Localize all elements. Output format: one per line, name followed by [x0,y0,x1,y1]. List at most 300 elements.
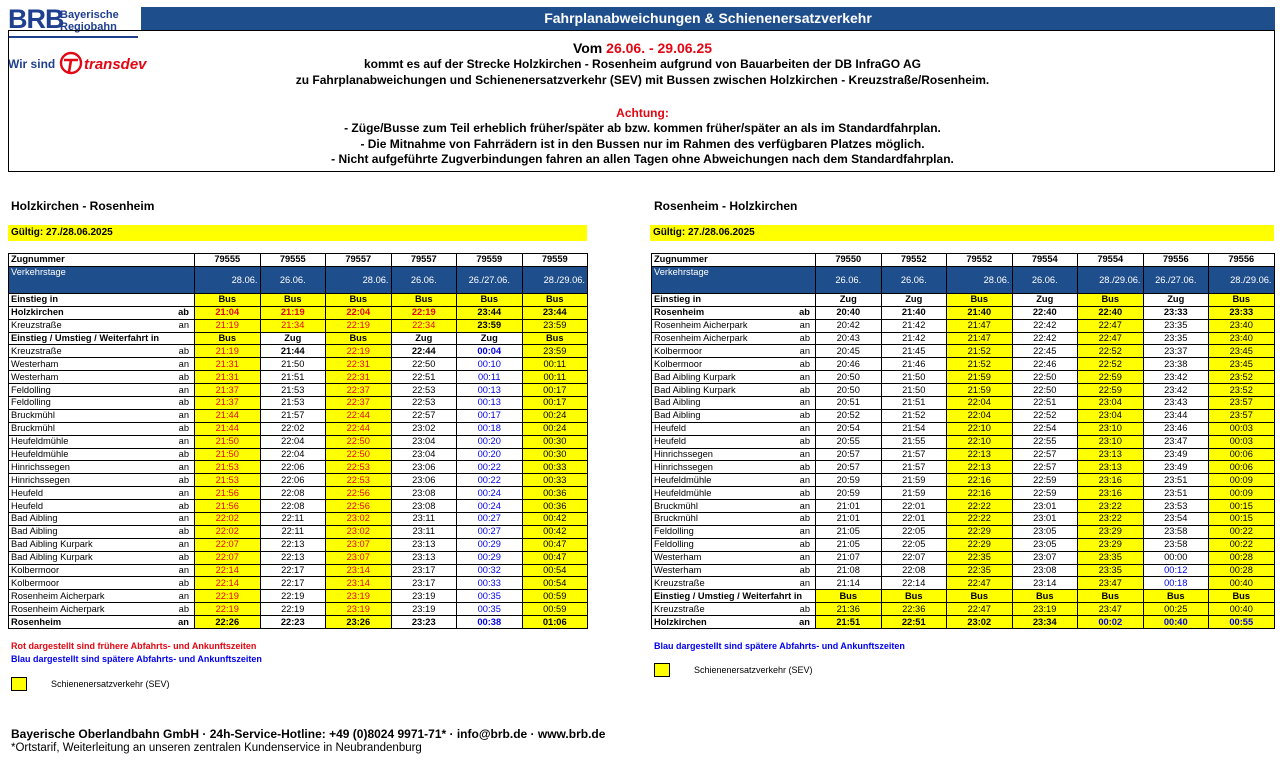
arrival-departure-marker: an [758,345,816,358]
transport-mode-cell: Bus [1078,293,1144,306]
time-value: 23:45 [1229,345,1253,356]
time-cell [391,384,457,397]
time-value: 00:12 [1164,565,1188,576]
time-cell [947,487,1013,500]
time-cell [1078,564,1144,577]
time-cell [391,513,457,526]
time-value: 00:30 [543,449,567,460]
time-cell [522,603,588,616]
station-name: Bad Aibling Kurpark [652,371,758,384]
train-number: 79554 [1078,254,1144,267]
train-number: 79559 [457,254,523,267]
time-cell [1078,474,1144,487]
time-value: 22:06 [281,474,305,485]
time-cell [457,319,523,332]
time-value: 23:54 [1164,513,1188,524]
time-cell [947,577,1013,590]
time-value: 00:28 [1229,552,1253,563]
time-cell [1078,500,1144,513]
arrival-departure-marker: an [758,551,816,564]
time-value: 23:34 [1032,616,1057,627]
time-cell [1012,384,1078,397]
time-value: 23:04 [1098,397,1122,408]
time-value: 21:47 [967,320,991,331]
time-cell [816,551,882,564]
time-cell [260,487,326,500]
time-cell [816,616,882,629]
transport-mode-cell: Bus [326,293,392,306]
time-value: 00:15 [1229,500,1253,511]
time-cell [457,461,523,474]
time-value: 23:44 [1164,410,1188,421]
timetable-row [652,384,1275,397]
time-cell [1143,422,1209,435]
time-cell [522,525,588,538]
time-value: 00:18 [477,423,501,434]
time-value: 00:11 [477,371,501,382]
time-cell [816,345,882,358]
time-value: 22:50 [1033,384,1057,395]
time-cell [326,371,392,384]
time-value: 22:06 [281,461,305,472]
time-cell [881,448,947,461]
time-cell [1078,461,1144,474]
time-cell [1012,422,1078,435]
time-value: 21:59 [967,384,991,395]
timetable-row [9,616,588,629]
time-value: 22:19 [215,590,239,601]
time-cell [881,358,947,371]
time-value: 00:59 [543,603,567,614]
time-cell [1143,551,1209,564]
timetable-row [9,409,588,422]
station-name: Hinrichssegen [9,474,119,487]
station-name: Bad Aibling [9,513,119,526]
station-name: Westerham [9,371,119,384]
train-number: 79554 [1012,254,1078,267]
time-value: 22:10 [967,436,991,447]
arrival-departure-marker: ab [119,500,195,513]
time-value: 00:22 [1229,539,1253,550]
time-value: 23:49 [1164,449,1188,460]
time-cell [260,435,326,448]
timetable-row [652,409,1275,422]
arrival-departure-marker: ab [119,306,195,319]
time-cell [522,435,588,448]
transport-mode-cell: Bus [1209,590,1275,603]
time-cell [1209,513,1275,526]
time-cell [1209,435,1275,448]
time-cell [1209,538,1275,551]
wir-sind-label: Wir sind [8,57,56,71]
time-value: 23:13 [412,539,436,550]
time-cell [816,603,882,616]
time-cell [1078,384,1144,397]
time-cell [816,319,882,332]
time-cell [457,577,523,590]
traffic-days-line: 28./29.06. [543,274,585,285]
time-cell [1078,371,1144,384]
traffic-days-cell [1143,266,1209,293]
time-cell [881,487,947,500]
timetable-row [652,500,1275,513]
arrival-departure-marker: ab [758,435,816,448]
time-value: 22:50 [1033,371,1057,382]
time-value: 22:44 [411,345,436,356]
time-cell [1078,616,1144,629]
traffic-days-line: 26.06. [1031,274,1058,285]
arrival-departure-marker: an [119,384,195,397]
arrival-departure-marker: an [758,448,816,461]
traffic-days-cell [1078,266,1144,293]
time-cell [1012,397,1078,410]
traffic-days-cell [391,266,457,293]
time-value: 23:59 [543,320,567,331]
time-cell [1143,345,1209,358]
time-value: 23:57 [1229,397,1253,408]
time-cell [522,319,588,332]
timetable-row [9,358,588,371]
time-value: 21:04 [215,307,240,318]
time-cell [1012,358,1078,371]
time-cell [1078,435,1144,448]
timetable-row [9,551,588,564]
time-value: 22:35 [967,565,991,576]
station-name: Westerham [9,358,119,371]
time-value: 21:19 [215,320,239,331]
arrival-departure-marker: ab [758,538,816,551]
time-value: 21:05 [836,539,860,550]
time-value: 22:35 [967,552,991,563]
arrival-departure-marker: ab [758,332,816,345]
station-name: Feldolling [652,538,758,551]
time-cell [816,332,882,345]
time-value: 22:57 [412,410,436,421]
time-value: 22:31 [346,358,370,369]
station-name: Heufeldmühle [9,435,119,448]
time-cell [391,422,457,435]
transport-mode-cell: Bus [947,293,1013,306]
station-name: Bruckmühl [9,409,119,422]
time-cell [522,384,588,397]
transport-mode-cell: Bus [457,293,523,306]
time-cell [391,487,457,500]
time-cell [1209,461,1275,474]
time-value: 21:57 [281,410,305,421]
time-cell [391,409,457,422]
station-name: Bruckmühl [9,422,119,435]
time-cell [1078,306,1144,319]
station-name: Hinrichssegen [9,461,119,474]
time-value: 00:17 [477,410,501,421]
time-cell [195,616,261,629]
time-value: 01:06 [542,616,567,627]
timetable-row [652,306,1275,319]
time-value: 22:14 [215,565,239,576]
time-cell [1143,384,1209,397]
time-cell [391,500,457,513]
time-value: 21:55 [902,436,926,447]
time-value: 23:35 [1098,565,1122,576]
transport-mode-cell: Zug [1012,293,1078,306]
time-cell [1012,616,1078,629]
time-value: 22:01 [902,500,926,511]
time-cell [391,616,457,629]
time-value: 21:50 [281,358,305,369]
time-value: 23:02 [967,616,992,627]
time-cell [522,409,588,422]
time-value: 00:30 [543,436,567,447]
time-value: 22:57 [1033,449,1057,460]
arrival-departure-marker: ab [758,603,816,616]
time-cell [1143,577,1209,590]
time-value: 22:44 [346,423,370,434]
time-cell [522,422,588,435]
transport-mode-cell: Bus [816,590,882,603]
time-cell [947,397,1013,410]
time-cell [1143,448,1209,461]
station-name: Kreuzstraße [652,577,758,590]
time-cell [816,525,882,538]
time-value: 22:14 [215,577,239,588]
timetable-row [9,564,588,577]
time-cell [391,577,457,590]
time-value: 23:16 [1098,487,1122,498]
time-cell [326,590,392,603]
timetable-row [652,525,1275,538]
time-value: 23:11 [412,513,436,524]
time-value: 22:36 [902,603,926,614]
time-value: 22:31 [346,371,370,382]
time-cell [947,500,1013,513]
time-cell [1143,538,1209,551]
arrival-departure-marker: ab [758,487,816,500]
time-value: 23:37 [1164,345,1188,356]
time-cell [1209,306,1275,319]
station-name: Heufeldmühle [652,487,758,500]
arrival-departure-marker: an [119,564,195,577]
time-cell [260,590,326,603]
time-value: 22:13 [281,539,305,550]
time-value: 22:08 [902,565,926,576]
time-cell [1012,409,1078,422]
time-value: 23:40 [1229,320,1253,331]
time-value: 20:55 [836,436,860,447]
time-value: 21:47 [967,333,991,343]
time-cell [1078,577,1144,590]
traffic-days-cell [326,266,392,293]
time-value: 22:50 [346,436,370,447]
timetable-row [9,384,588,397]
time-cell [881,474,947,487]
timetable-row [652,616,1275,629]
time-value: 23:52 [1229,371,1253,382]
station-name: Bad Aibling Kurpark [9,538,119,551]
timetable-row [9,525,588,538]
time-cell [195,577,261,590]
time-cell [195,422,261,435]
arrival-departure-marker: ab [119,525,195,538]
time-value: 00:13 [477,384,501,395]
time-value: 23:14 [346,565,370,576]
time-cell [391,319,457,332]
time-cell [1078,397,1144,410]
info-box [8,30,1275,172]
time-value: 23:04 [412,436,436,447]
time-value: 23:13 [1098,449,1122,460]
time-value: 22:04 [281,449,305,460]
time-cell [1012,448,1078,461]
time-value: 23:46 [1164,423,1188,434]
time-value: 23:05 [1033,539,1057,550]
time-value: 00:04 [477,345,502,356]
time-cell [260,306,326,319]
timetable-row [9,371,588,384]
time-value: 21:51 [281,371,305,382]
time-cell [816,435,882,448]
time-value: 23:33 [1163,307,1188,318]
arrival-departure-marker: ab [119,474,195,487]
time-cell [947,435,1013,448]
train-number-label: Zugnummer [9,254,195,267]
time-value: 00:10 [477,358,501,369]
arrival-departure-marker: an [119,409,195,422]
station-name: Kolbermoor [9,564,119,577]
time-value: 23:58 [1164,539,1188,550]
time-value: 21:40 [901,307,926,318]
time-cell [260,319,326,332]
time-value: 22:50 [412,358,436,369]
time-cell [260,616,326,629]
time-value: 23:40 [1229,333,1253,343]
time-cell [326,384,392,397]
time-cell [1078,603,1144,616]
time-value: 21:52 [902,410,926,421]
time-cell [326,306,392,319]
time-cell [1078,513,1144,526]
time-cell [816,500,882,513]
time-cell [816,538,882,551]
arrival-departure-marker: ab [119,603,195,616]
time-cell [195,513,261,526]
time-cell [1209,525,1275,538]
time-value: 00:20 [477,436,501,447]
time-cell [1012,538,1078,551]
time-cell [522,500,588,513]
time-cell [391,358,457,371]
time-value: 22:53 [412,397,436,408]
time-value: 00:36 [543,487,567,498]
traffic-days-line: 28./29.06. [1099,274,1141,285]
attention-bullet-3: - Nicht aufgeführte Zugverbindungen fahren an allen Tagen ohne Abweichungen nach dem Standardfahrplan. [331,152,954,166]
time-value: 00:33 [543,474,567,485]
time-cell [195,358,261,371]
time-value: 21:42 [902,320,926,331]
transport-mode-cell: Zug [1143,293,1209,306]
mode-row-label: Einstieg in [9,293,195,306]
time-value: 22:08 [281,487,305,498]
attention-heading: Achtung: [616,106,669,120]
time-cell [326,397,392,410]
traffic-days-cell [457,266,523,293]
time-cell [260,564,326,577]
time-cell [881,345,947,358]
traffic-days-cell [816,266,882,293]
timetable-row [9,603,588,616]
time-cell [260,358,326,371]
time-cell [947,409,1013,422]
time-value: 00:42 [543,513,567,524]
time-value: 22:59 [1033,487,1057,498]
time-value: 00:54 [543,565,567,576]
time-value: 00:24 [543,423,567,434]
station-name: Rosenheim [652,306,758,319]
time-value: 00:29 [477,539,501,550]
arrival-departure-marker: ab [119,577,195,590]
time-cell [1143,319,1209,332]
time-cell [881,525,947,538]
traffic-days-cell [260,266,326,293]
time-cell [391,461,457,474]
time-value: 23:14 [346,577,370,588]
time-value: 21:57 [902,449,926,460]
attention-bullet-1: - Züge/Busse zum Teil erheblich früher/später ab bzw. kommen früher/später an als im Standardfahrplan. [344,121,941,135]
left-validity: Gültig: 27./28.06.2025 [8,225,587,241]
time-cell [881,435,947,448]
arrival-departure-marker: an [119,538,195,551]
time-value: 00:25 [1164,603,1188,614]
time-cell [1209,409,1275,422]
time-value: 23:17 [412,577,436,588]
traffic-days-cell [522,266,588,293]
traffic-days-line: 26.06. [410,274,437,285]
time-cell [881,409,947,422]
time-cell [947,306,1013,319]
arrival-departure-marker: an [119,616,195,629]
train-number: 79556 [1209,254,1275,267]
train-number: 79557 [391,254,457,267]
timetable-row [652,435,1275,448]
time-cell [816,306,882,319]
brb-logo-text: BRB [8,4,64,34]
train-number: 79552 [947,254,1013,267]
station-name: Bruckmühl [652,500,758,513]
time-cell [881,538,947,551]
time-cell [195,590,261,603]
time-value: 00:42 [543,526,567,537]
time-value: 23:19 [346,590,370,601]
time-value: 23:49 [1164,461,1188,472]
transport-mode-cell: Bus [522,332,588,345]
train-number: 79555 [260,254,326,267]
station-name: Heufeld [9,487,119,500]
time-value: 20:59 [836,474,860,485]
time-value: 00:47 [543,552,567,563]
time-cell [1012,332,1078,345]
time-cell [1209,345,1275,358]
time-cell [1012,345,1078,358]
time-cell [260,384,326,397]
station-name: Heufeld [652,422,758,435]
time-cell [522,616,588,629]
time-cell [260,500,326,513]
time-cell [1012,500,1078,513]
time-cell [195,306,261,319]
time-value: 22:10 [967,423,991,434]
time-value: 22:56 [346,487,370,498]
time-value: 23:06 [412,474,436,485]
page-title: Fahrplanabweichungen & Schienenersatzverkehr [141,7,1275,30]
